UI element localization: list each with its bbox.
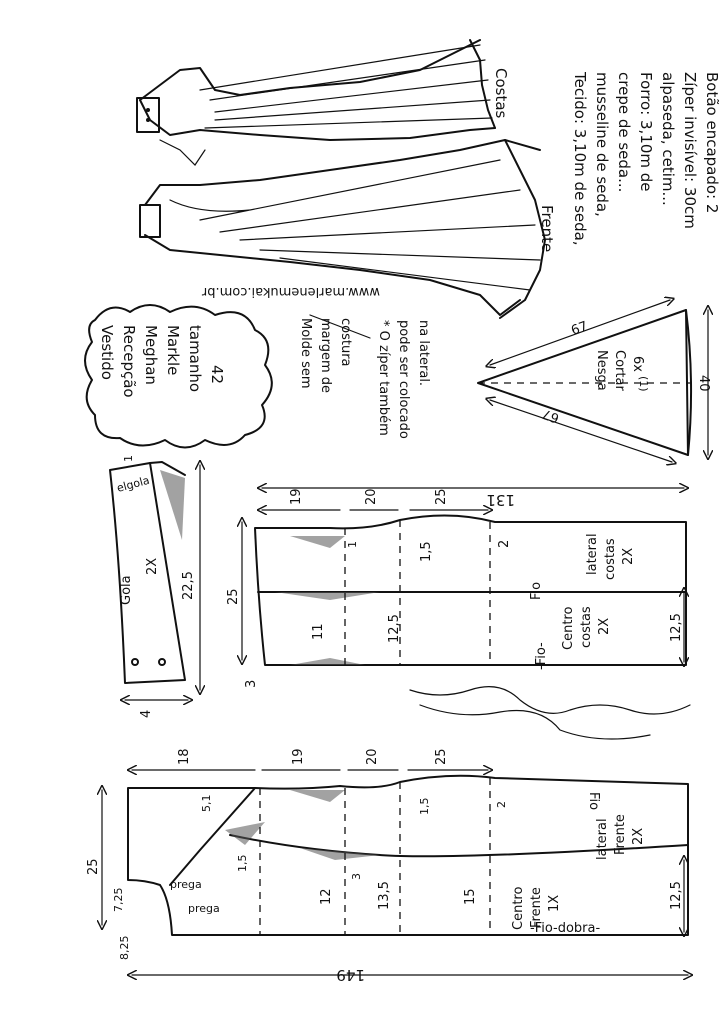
illustration-back-label: Costas xyxy=(492,68,510,119)
front-segment-2: 19 xyxy=(291,748,306,765)
godet-top-label: 40 xyxy=(696,375,711,392)
back-mark-15: 1,5 xyxy=(419,541,434,562)
collar-width-label: 4 xyxy=(139,709,154,718)
materials-line-1: Tecido: 3,10m de seda, xyxy=(571,72,589,246)
illustration-front-label: Frente xyxy=(538,205,556,253)
seam-note-line-1: Molde sem xyxy=(298,318,313,389)
back-side-2: costas xyxy=(603,538,618,580)
back-center-3: 2X xyxy=(597,617,612,635)
collar-piece xyxy=(110,455,200,718)
front-side-2: Frente xyxy=(613,814,628,855)
zipper-note xyxy=(376,320,431,439)
title-cloud xyxy=(85,305,272,448)
materials-line-4: Forro: 3,10m de xyxy=(637,72,655,192)
front-center-2: Frente xyxy=(529,887,544,928)
godet-label-2: Cortar xyxy=(612,350,627,391)
front-neck-depth: 7,25 xyxy=(112,887,125,912)
front-center-1: Centro xyxy=(511,886,526,930)
title-line-1: Vestido xyxy=(98,325,116,380)
signature-text: Marlene Mukai xyxy=(429,680,511,714)
back-segment-3: 25 xyxy=(434,488,449,505)
collar-count: 2X xyxy=(145,557,160,575)
collar-top-mark: 1 xyxy=(122,455,135,462)
back-segment-1: 19 xyxy=(289,488,304,505)
back-piece xyxy=(226,488,686,688)
collar-tag: elgola xyxy=(115,473,151,495)
front-mark-15: 15 xyxy=(463,888,478,905)
zipper-note-line-3: na lateral. xyxy=(416,320,431,387)
front-pleat-1: prega xyxy=(170,878,202,891)
front-center-3: 1X xyxy=(547,894,562,912)
back-grain-bottom: -Fio- xyxy=(534,642,549,670)
website-label: www.marlenemukai.com.br xyxy=(201,284,380,299)
seam-note-line-2: margem de xyxy=(318,318,333,394)
back-grain: Fio xyxy=(529,581,544,600)
front-grain-bottom: -Fio-dobra- xyxy=(530,921,601,936)
back-segment-2: 20 xyxy=(364,488,379,505)
back-center-1: Centro xyxy=(561,606,576,650)
signature xyxy=(410,680,690,739)
front-height: 25 xyxy=(86,858,101,875)
back-mark-125: 12,5 xyxy=(387,614,402,643)
front-grain: Fio xyxy=(586,792,601,811)
godet-side-label-bottom: 67 xyxy=(540,405,562,426)
back-mark-1: 1 xyxy=(346,541,359,548)
front-piece xyxy=(86,748,688,984)
materials-line-2: musseline de seda, xyxy=(593,72,611,217)
title-line-5: tamanho xyxy=(186,325,204,393)
godet-side-label-top: 67 xyxy=(569,319,590,339)
front-side-1: lateral xyxy=(595,818,610,860)
collar-button-mark-2 xyxy=(159,659,165,665)
seam-note xyxy=(298,318,353,393)
zipper-note-line-1: * O zíper também xyxy=(376,320,391,436)
front-total-length: 149 xyxy=(336,966,365,984)
collar-length-label: 22,5 xyxy=(181,571,196,600)
back-side-1: lateral xyxy=(585,533,600,575)
back-height: 25 xyxy=(226,588,241,605)
front-mark-135: 13,5 xyxy=(377,881,392,910)
title-line-6: 42 xyxy=(208,365,226,385)
front-side-3: 2X xyxy=(631,827,646,845)
front-mark-3: 3 xyxy=(350,873,363,880)
front-segment-1: 18 xyxy=(177,748,192,765)
front-segment-4: 25 xyxy=(434,748,449,765)
godet-center-mark: (1) xyxy=(637,376,650,392)
back-total-length: 131 xyxy=(486,491,515,509)
collar-button-mark-1 xyxy=(132,659,138,665)
back-mark-2: 2 xyxy=(497,539,512,548)
front-pleat-2: prega xyxy=(188,902,220,915)
dress-illustration xyxy=(137,40,556,318)
godet-label-3: 6x xyxy=(630,356,645,372)
title-line-3: Meghan xyxy=(142,325,160,385)
materials-line-6: Zíper invisível: 30cm xyxy=(681,72,699,229)
front-width-right: 12,5 xyxy=(669,881,684,910)
materials-line-3: crepe de seda... xyxy=(615,72,633,193)
back-mark-11: 11 xyxy=(311,623,326,640)
title-line-2: Recepção xyxy=(120,325,138,398)
front-mark-2: 2 xyxy=(495,801,508,808)
dress-back-sketch xyxy=(137,40,495,165)
front-mark-1-5: 1,5 xyxy=(236,854,249,872)
seam-note-line-3: costura xyxy=(338,318,353,367)
materials-line-5: alpaseda, cetim... xyxy=(659,72,677,206)
front-neck-width: 8,25 xyxy=(118,935,131,960)
materials-note xyxy=(571,71,721,246)
godet-piece xyxy=(478,300,711,462)
collar-label: Gola xyxy=(119,575,134,605)
front-mark-51: 5,1 xyxy=(200,794,213,812)
materials-line-7: Botão encapado: 2 xyxy=(703,72,721,214)
front-mark-12: 12 xyxy=(319,888,334,905)
zipper-note-line-2: pode ser colocado xyxy=(396,320,411,439)
front-collar-sketch xyxy=(140,205,160,237)
title-line-4: Markle xyxy=(164,325,182,376)
godet-label-1: Nesga xyxy=(594,350,609,391)
front-mark-1-5-b: 1,5 xyxy=(418,797,431,815)
front-segment-3: 20 xyxy=(365,748,380,765)
back-center-2: costas xyxy=(579,606,594,648)
back-bottom-mark: 3 xyxy=(244,679,259,688)
back-side-3: 2X xyxy=(621,547,636,565)
back-width-right: 12,5 xyxy=(669,613,684,642)
